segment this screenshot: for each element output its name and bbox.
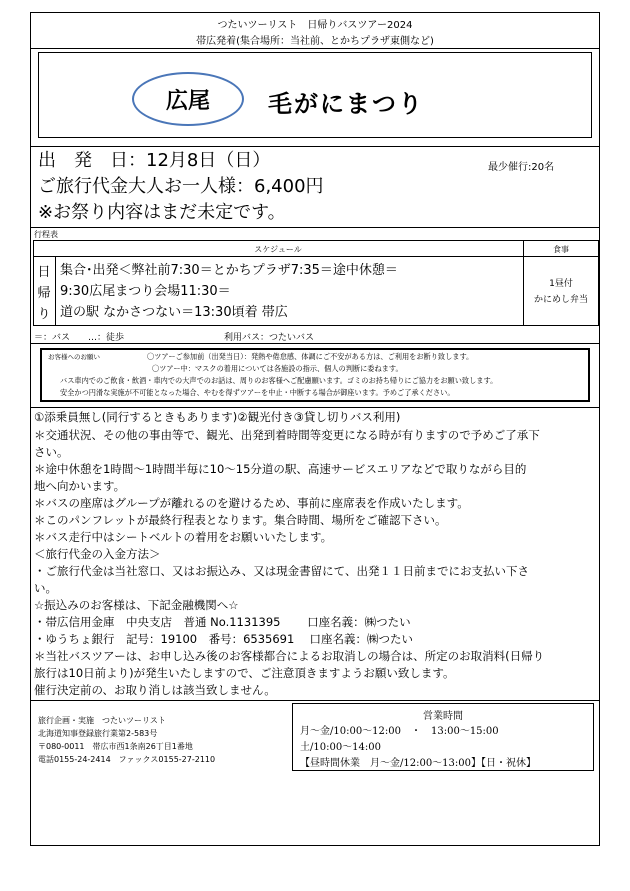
banner-event: 毛がにまつり <box>268 90 424 118</box>
detail-line: 旅行は10日前より)が発生いたしますので、ご注意頂きますようお願い致します。 <box>34 666 455 680</box>
schedule-header: スケジュール <box>254 245 302 254</box>
notice-line: 〇ツアーご参加前（出発当日）：発熱や倦怠感、体調にご不安がある方は、ご利用をお断り致します。 <box>147 352 474 361</box>
hours-line: 土/10:00～14:00 <box>300 742 382 753</box>
hours-line: 【昼時間休業 月～金/12:00～13:00】【日・祝休】 <box>300 758 537 769</box>
day-column-divider <box>55 256 56 326</box>
header-title: つたいツーリスト 日帰りバスツアー2024 <box>217 20 413 31</box>
detail-line: ＊バス走行中はシートベルトの着用をお願いいたします。 <box>34 530 333 544</box>
divider <box>30 48 600 49</box>
detail-line: ＊交通状況、その他の事由等で、観光、出発到着時間等変更になる時が有りますので予めご了承下 <box>34 428 540 442</box>
detail-line: ＊このパンフレットが最終行程表となります。集合時間、場所をご確認下さい。 <box>34 513 447 527</box>
divider <box>30 227 600 228</box>
divider <box>30 700 600 701</box>
itinerary-legend: ＝：バス …：徒歩 <box>34 333 125 343</box>
detail-line: ☆振込みのお客様は、下記金融機関へ☆ <box>34 598 239 612</box>
detail-line: ・ご旅行代金は当社窓口、又はお振込み、又は現金書留にて、出発１１日前までにお支払い下さ <box>34 564 529 578</box>
divider <box>30 407 600 408</box>
day-label: 日帰り <box>37 265 51 322</box>
divider <box>30 146 600 147</box>
festival-note: ※お祭り内容はまだ未定です。 <box>38 202 286 223</box>
hours-line: 月～金/10:00～12:00 ・ 13:00～15:00 <box>300 726 499 737</box>
detail-line: さい。 <box>34 445 69 459</box>
notice-line: 安全かつ円滑な実施が不可能となった場合、やむを得ずツアーを中止・中断する場合が御座います。予めご了承ください。 <box>60 388 455 397</box>
schedule-line: 集合･出発＜弊社前7:30＝とかちプラザ7:35＝途中休憩＝ <box>60 263 398 278</box>
itinerary-header-divider <box>33 256 599 257</box>
detail-line: ＊途中休憩を1時間～1時間半毎に10～15分道の駅、高速サービスエリアなどで取りながら目的 <box>34 462 527 476</box>
company-line: 〒080-0011 帯広市西1条南26丁目1番地 <box>38 742 193 751</box>
notice-title: お客様へのお願い <box>48 353 100 361</box>
meal-header: 食事 <box>553 245 569 254</box>
company-line: 北海道知事登録旅行業第2-583号 <box>38 729 158 738</box>
notice-line: 〇ツアー中：マスクの着用については各施設の指示、個人の判断に委ねます。 <box>152 364 403 373</box>
detail-line: ・ゆうちょ銀行 記号：19100 番号：6535691 口座名義：㈱つたい <box>34 632 413 646</box>
company-line: 旅行企画・実施 つたいツーリスト <box>38 716 166 725</box>
detail-line: 催行決定前の、お取り消しは該当致しません。 <box>34 683 276 697</box>
notice-line: バス車内でのご飲食・飲酒・車内での大声でのお話は、周りのお客様へご配慮願います。ゴミのお持ち帰りにご協力をお願い致します。 <box>60 376 498 385</box>
bus-info: 利用バス：つたいバス <box>224 333 315 343</box>
meal-line: かにめし弁当 <box>533 295 588 305</box>
detail-line: ・帯広信用金庫 中央支店 普通 No.1131395 口座名義：㈱つたい <box>34 615 411 629</box>
detail-line: い。 <box>34 581 57 595</box>
company-line: 電話0155-24-2414 ファックス0155-27-2110 <box>38 755 216 764</box>
itinerary-label: 行程表 <box>34 230 58 239</box>
header-subtitle: 帯広発着(集合場所：当社前、とかちプラザ東側など) <box>196 36 434 47</box>
detail-line: ①添乗員無し(同行するときもあります)②観光付き③貸し切りバス利用) <box>34 410 401 424</box>
detail-line: ＊当社バスツアーは、お申し込み後のお客様都合によるお取消しの場合は、所定のお取消料(日帰り <box>34 649 545 663</box>
banner-place: 広尾 <box>165 89 210 114</box>
schedule-line: 9:30広尾まつり会場11:30＝ <box>60 284 231 299</box>
price: ご旅行代金大人お一人様：6,400円 <box>38 176 324 197</box>
detail-line: ＊バスの座席はグループが離れるのを避けるため、事前に座席表を作成いたします。 <box>34 496 469 510</box>
schedule-line: 道の駅 なかさつない＝13:30頃着 帯広 <box>60 305 288 320</box>
meal-line: 1昼付 <box>549 279 573 289</box>
departure-date: 出 発 日：12月8日（日） <box>38 150 271 171</box>
business-hours-title: 営業時間 <box>423 711 463 722</box>
min-people: 最少催行:20名 <box>488 162 555 173</box>
detail-line: 地へ向かいます。 <box>34 479 126 493</box>
divider <box>30 343 600 344</box>
detail-line: ＜旅行代金の入金方法＞ <box>34 547 161 561</box>
